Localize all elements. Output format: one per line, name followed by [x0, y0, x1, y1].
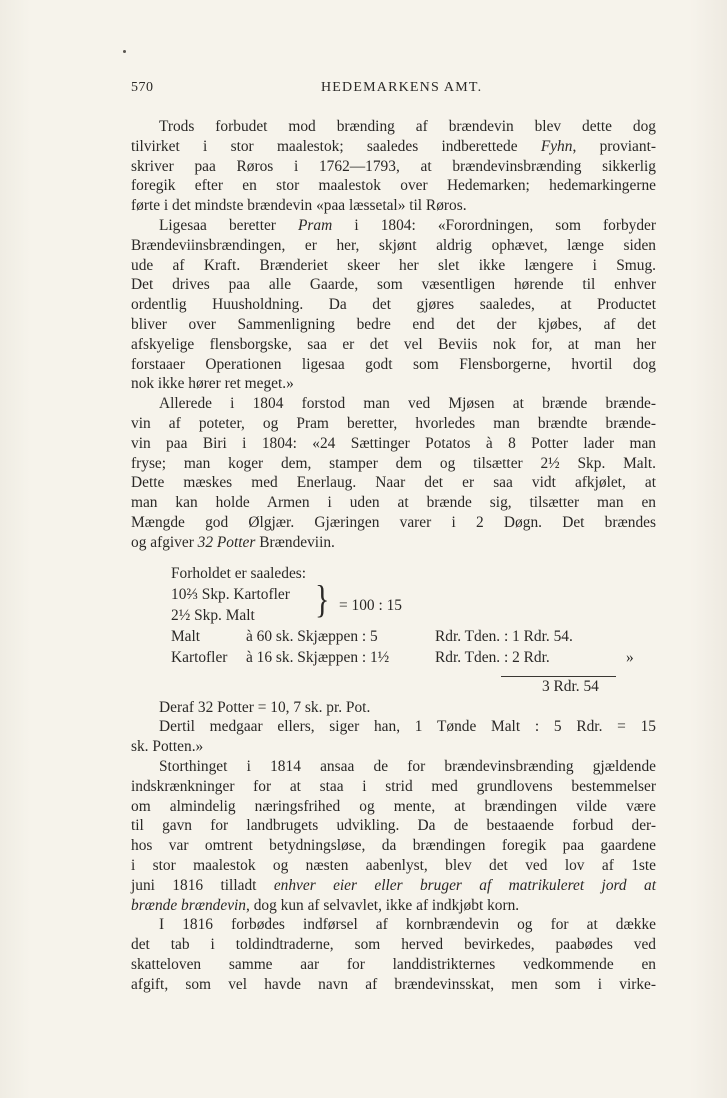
text-line: om almindelig næringsfrihed og mente, at brændingen vilde være — [131, 797, 656, 815]
text-line: Allerede i 1804 forstod man ved Mjøsen at brænde brænde- — [159, 395, 656, 413]
text-line: ordentlig Huusholdning. Da det gjøres saaledes, at Productet — [131, 296, 656, 314]
text-line: tilvirket i stor maalestok; saaledes indberettede Fyhn, proviant- — [131, 137, 656, 155]
text-line: skriver paa Røros i 1762—1793, at brændevinsbrænding sikkerlig — [131, 157, 656, 175]
text-line: Deraf 32 Potter = 10, 7 sk. pr. Pot. — [159, 698, 371, 716]
text-line: Storthinget i 1814 ansaa de for brændevinsbrænding gjældende — [159, 757, 656, 775]
text-line: man kan holde Armen i uden at brænde sig, tilsætter man en — [131, 494, 656, 512]
text-line: indskrænkninger for at staa i strid med grundlovens bestemmelser — [131, 777, 656, 795]
text-line: skatteloven samme aar for landdistrikternes vedkommende en — [131, 955, 656, 973]
text-line: det tab i toldindtraderne, som herved bevirkedes, paabødes ved — [131, 936, 656, 954]
text-body — [131, 117, 656, 994]
ratio: = 100 : 15 — [339, 596, 402, 614]
text-line: hos var omtrent betydningsløse, da brændingen foregik paa gaardene — [131, 837, 656, 855]
text-line: Brændeviinsbrændingen, er her, skjønt aldrig ophævet, længe siden — [131, 236, 656, 254]
text-line: foregik efter en stor maalestok over Hedemarken; hedemarkingerne — [131, 177, 656, 195]
text-line: bliver over Sammenligning bedre end det der kjøbes, af det — [131, 315, 656, 333]
table-row-kartofler-price: Kartofler à 16 sk. Skjæppen : 1½ Rdr. Tden. : 2 Rdr. » — [171, 648, 634, 666]
text-line: Dertil medgaar ellers, siger han, 1 Tønde Malt : 5 Rdr. = 15 — [159, 718, 656, 736]
text-line: førte i det mindste brændevin «paa læssetal» til Røros. — [131, 197, 467, 215]
text-line: til gavn for landbrugets udvikling. Da de bestaaende forbud der- — [131, 817, 656, 835]
text-line: fryse; man koger dem, stamper dem og tilsætter 2½ Skp. Malt. — [131, 454, 656, 472]
table-row-malt: Malt à 60 sk. Skjæppen : 5 Rdr. Tden. : 1 Rdr. 54. — [171, 627, 573, 645]
brace: } — [315, 578, 330, 622]
text-line: afskyelige flensborgske, saa er det vel Beviis nok for, at man her — [131, 335, 656, 353]
text-line: forstaaer Operationen ligesaa godt som Flensborgerne, hvortil dog — [131, 355, 656, 373]
table-row-kartofler: 10⅔ Skp. Kartofler — [171, 585, 290, 603]
running-header — [131, 80, 656, 100]
text-line: sk. Potten.» — [131, 738, 204, 756]
text-line: nok ikke hører ret meget.» — [131, 375, 294, 393]
text-line: brænde brændevin, dog kun af selvavlet, ikke af indkjøbt korn. — [131, 896, 520, 914]
text-line: vin af poteter, og Pram beretter, hvorledes man brændte brænde- — [131, 414, 656, 432]
running-title: HEDEMARKENS AMT. — [321, 80, 483, 95]
text-line: Dette mæskes med Enerlaug. Naar det er saa vidt afkjølet, at — [131, 474, 656, 492]
calculation-table — [131, 563, 656, 703]
text-line: vin paa Biri i 1804: «24 Sættinger Potatos à 8 Potter lader man — [131, 434, 656, 452]
text-line: Trods forbudet mod brænding af brændevin blev dette dog — [159, 118, 656, 135]
text-line: og afgiver 32 Potter Brændeviin. — [131, 533, 335, 551]
text-line: Mængde god Ølgjær. Gjæringen varer i 2 Døgn. Det brændes — [131, 513, 656, 531]
text-line: I 1816 forbødes indførsel af kornbrændevin og for at dække — [159, 916, 656, 934]
text-line: ude af Kraft. Brænderiet skeer her slet ikke længere i Smug. — [131, 256, 656, 274]
speck — [123, 50, 126, 53]
text-line: Det drives paa alle Gaarde, som væsentligen hørende til enhver — [131, 276, 656, 294]
page-number: 570 — [131, 80, 154, 95]
table-total: 3 Rdr. 54 — [542, 677, 599, 695]
table-intro: Forholdet er saaledes: — [171, 564, 307, 582]
text-line: i stor maalestok og næsten aabenlyst, blev det ved lov af 1ste — [131, 856, 656, 874]
text-line: afgift, som vel havde navn af brændevinsskat, men som i virke- — [131, 975, 656, 993]
table-row-malt-amount: 2½ Skp. Malt — [171, 606, 255, 624]
text-line: Ligesaa beretter Pram i 1804: «Forordningen, som forbyder — [159, 216, 656, 234]
text-line: juni 1816 tilladt enhver eier eller bruger af matrikuleret jord at — [131, 876, 656, 894]
